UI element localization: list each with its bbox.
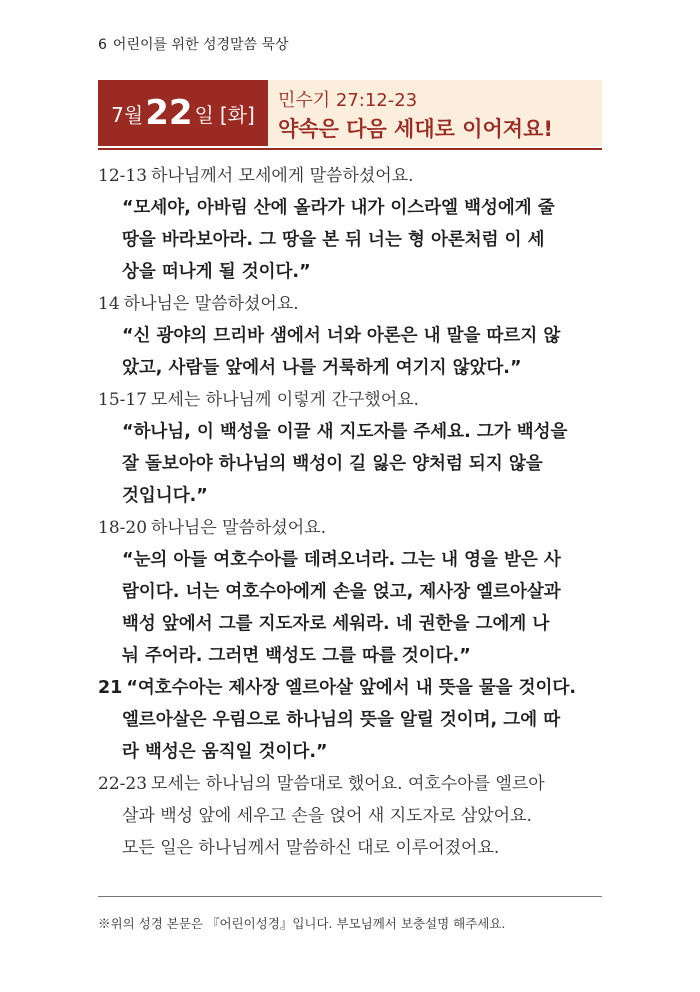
verse-number: 21 <box>98 678 123 698</box>
date-day-suffix: 일 <box>194 102 214 127</box>
verse-line <box>98 384 608 416</box>
verse-line <box>98 192 608 224</box>
date-badge <box>98 80 268 146</box>
verse-text: 모든 일은 하나님께서 말씀하신 대로 이루어졌어요. <box>122 838 500 858</box>
verse-number: 15-17 <box>98 390 148 410</box>
footer-divider <box>98 896 602 897</box>
verse-text: “모세야, 아바림 산에 올라가 내가 이스라엘 백성에게 줄 <box>122 198 555 218</box>
verse-number: 22-23 <box>98 774 148 794</box>
verse-line <box>98 672 608 704</box>
verse-text: 백성 앞에서 그를 지도자로 세워라. 네 권한을 그에게 나 <box>122 614 550 634</box>
verse-number: 18-20 <box>98 518 148 538</box>
header-divider <box>98 148 602 150</box>
verse-line <box>98 576 608 608</box>
verse-line <box>98 736 608 768</box>
running-header <box>98 34 289 54</box>
verse-line <box>98 288 608 320</box>
verse-line <box>98 768 608 800</box>
passage-header <box>268 80 602 146</box>
verse-text: 하나님은 말씀하셨어요. <box>151 518 327 538</box>
verse-text: “하나님, 이 백성을 이끌 새 지도자를 주세요. 그가 백성을 <box>122 422 568 442</box>
verse-text: “눈의 아들 여호수아를 데려오너라. 그는 내 영을 받은 사 <box>122 550 561 570</box>
verse-line <box>98 416 608 448</box>
verse-text: 땅을 바라보아라. 그 땅을 본 뒤 너는 형 아론처럼 이 세 <box>122 230 545 250</box>
verse-line <box>98 704 608 736</box>
verse-text: 라 백성은 움직일 것이다.” <box>122 742 328 762</box>
verse-line <box>98 320 608 352</box>
verse-line <box>98 480 608 512</box>
verse-text: 상을 떠나게 될 것이다.” <box>122 262 311 282</box>
verse-line <box>98 512 608 544</box>
verse-line <box>98 640 608 672</box>
verse-text: 았고, 사람들 앞에서 나를 거룩하게 여기지 않았다.” <box>122 358 522 378</box>
verse-text: 엘르아살은 우림으로 하나님의 뜻을 알릴 것이며, 그에 따 <box>122 710 561 730</box>
verse-text: 모세는 하나님께 이렇게 간구했어요. <box>151 390 419 410</box>
footnote: ※위의 성경 본문은 『어린이성경』입니다. 부모님께서 보충설명 해주세요. <box>98 916 506 931</box>
verse-line <box>98 160 608 192</box>
verse-line <box>98 256 608 288</box>
verse-line <box>98 544 608 576</box>
verse-text: 잘 돌보아야 하나님의 백성이 길 잃은 양처럼 되지 않을 <box>122 454 543 474</box>
verse-line <box>98 352 608 384</box>
verse-number: 12-13 <box>98 166 148 186</box>
verse-text: 살과 백성 앞에 세우고 손을 얹어 새 지도자로 삼았어요. <box>122 806 532 826</box>
verse-text: “신 광야의 므리바 샘에서 너와 아론은 내 말을 따르지 않 <box>122 326 561 346</box>
passage-reference: 민수기 27:12-23 <box>278 90 418 111</box>
date-month: 7월 <box>111 102 144 127</box>
verse-line <box>98 832 608 864</box>
scripture-text <box>98 160 608 864</box>
verse-line <box>98 448 608 480</box>
date-day: 22 <box>145 93 193 133</box>
date-weekday: [화] <box>219 102 255 127</box>
verse-text: 하나님께서 모세에게 말씀하셨어요. <box>151 166 414 186</box>
verse-line <box>98 800 608 832</box>
verse-text: 것입니다.” <box>122 486 208 506</box>
book-title: 어린이를 위한 성경말씀 묵상 <box>112 37 289 53</box>
page-number: 6 <box>98 37 107 53</box>
verse-text: 모세는 하나님의 말씀대로 했어요. 여호수아를 엘르아 <box>151 774 545 794</box>
verse-line <box>98 224 608 256</box>
verse-text: 하나님은 말씀하셨어요. <box>123 294 299 314</box>
verse-text: “여호수아는 제사장 엘르아살 앞에서 내 뜻을 물을 것이다. <box>126 678 576 698</box>
verse-line <box>98 608 608 640</box>
verse-number: 14 <box>98 294 120 314</box>
verse-text: 람이다. 너는 여호수아에게 손을 얹고, 제사장 엘르아살과 <box>122 582 561 602</box>
passage-title: 약속은 다음 세대로 이어져요! <box>278 117 553 141</box>
verse-text: 눠 주어라. 그러면 백성도 그를 따를 것이다.” <box>122 646 471 666</box>
